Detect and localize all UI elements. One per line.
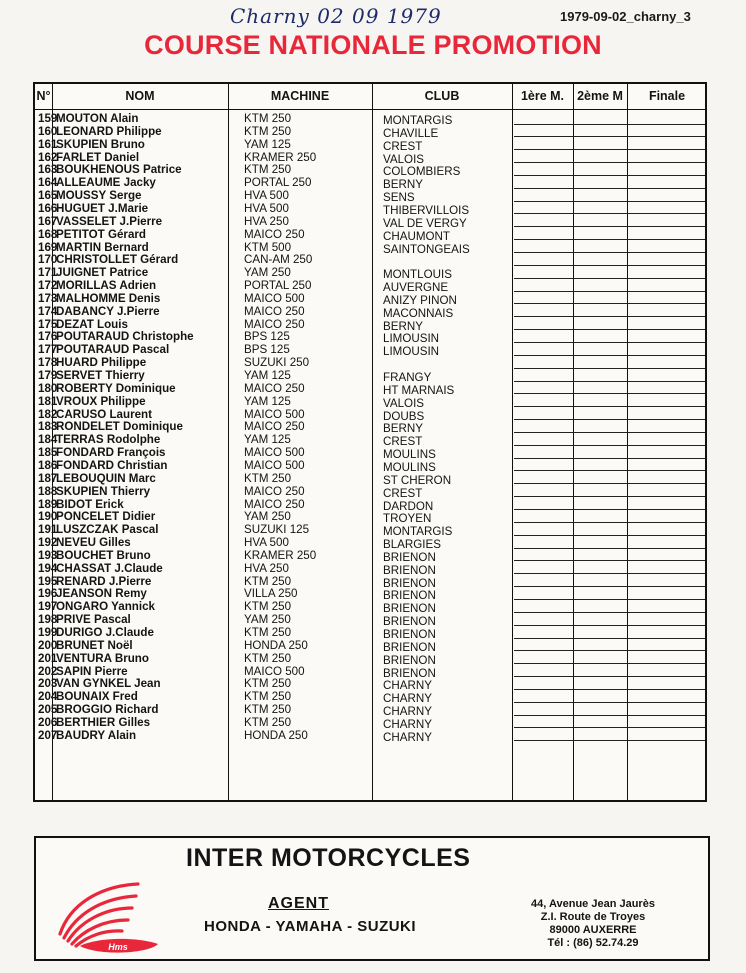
rider-name: BIDOT Erick	[56, 497, 124, 511]
result-line	[514, 124, 705, 125]
rider-club: ANIZY PINON	[383, 293, 457, 307]
result-line	[514, 535, 705, 536]
rider-number: 167	[38, 214, 58, 228]
rider-club: CHARNY	[383, 705, 432, 719]
rider-name: ALLEAUME Jacky	[56, 176, 156, 190]
rider-club: THIBERVILLOIS	[383, 203, 470, 217]
rider-machine: HVA 500	[244, 201, 289, 215]
rider-club: BERNY	[383, 319, 423, 333]
result-line	[514, 638, 705, 639]
rider-machine: KTM 250	[244, 112, 292, 125]
rider-name: ROBERTY Dominique	[56, 381, 176, 395]
rider-machine: HVA 500	[244, 536, 289, 550]
brand-list: HONDA - YAMAHA - SUZUKI	[204, 918, 417, 935]
rider-club: LIMOUSIN	[383, 332, 440, 346]
rider-machine: KRAMER 250	[244, 150, 317, 164]
rider-name: CHASSAT J.Claude	[56, 561, 163, 575]
result-line	[514, 265, 705, 266]
rider-name: FARLET Daniel	[56, 150, 140, 164]
rider-name: CHRISTOLLET Gérard	[56, 253, 179, 267]
rider-club: CREST	[383, 139, 423, 153]
result-line	[514, 599, 705, 600]
rider-number: 178	[38, 356, 58, 370]
rider-machine: MAICO 500	[244, 407, 305, 421]
rider-machine: MAICO 250	[244, 484, 305, 498]
rider-machine: MAICO 250	[244, 497, 305, 511]
rider-name: VROUX Philippe	[56, 394, 146, 408]
rider-number: 205	[38, 703, 58, 717]
rider-number: 188	[38, 484, 58, 498]
rider-club: SAINTONGEAIS	[383, 242, 470, 256]
rider-name: SERVET Thierry	[56, 369, 145, 382]
rider-number: 187	[38, 471, 58, 485]
rider-club: BRIENON	[383, 666, 436, 680]
rider-number: 199	[38, 626, 58, 639]
rider-number: 200	[38, 638, 58, 652]
rider-number: 192	[38, 536, 58, 550]
rider-club: COLOMBIERS	[383, 165, 461, 179]
rider-number: 173	[38, 291, 58, 305]
result-line	[514, 226, 705, 227]
rider-number: 190	[38, 510, 58, 524]
rider-name: SKUPIEN Thierry	[56, 484, 151, 498]
rider-name: VENTURA Bruno	[56, 651, 149, 665]
result-line	[514, 445, 705, 446]
rider-name: JUIGNET Patrice	[56, 266, 149, 280]
result-line	[514, 149, 705, 150]
rider-name: BRUNET Noël	[56, 638, 133, 652]
rider-machine: MAICO 500	[244, 446, 305, 460]
result-line	[514, 175, 705, 176]
rider-name: BOUKHENOUS Patrice	[56, 163, 182, 177]
rider-machine: KTM 500	[244, 240, 292, 254]
rider-club: MONTARGIS	[383, 525, 453, 539]
result-line	[514, 303, 705, 304]
result-line	[514, 278, 705, 279]
result-line	[514, 239, 705, 240]
rider-name: JEANSON Remy	[56, 587, 147, 601]
rider-machine: KTM 250	[244, 471, 292, 485]
results-table	[33, 82, 707, 802]
result-line	[514, 419, 705, 420]
rider-machine: HONDA 250	[244, 638, 308, 652]
rider-name: SKUPIEN Bruno	[56, 137, 145, 151]
rider-machine: KTM 250	[244, 163, 292, 177]
rider-club: LIMOUSIN	[383, 345, 440, 359]
rider-machine: HVA 250	[244, 214, 289, 228]
result-line	[514, 162, 705, 163]
rider-name: SAPIN Pierre	[56, 664, 128, 678]
rider-club: VALOIS	[383, 396, 425, 410]
rider-machine: YAM 125	[244, 394, 291, 408]
rider-machine: VILLA 250	[244, 587, 298, 601]
rider-name: MORILLAS Adrien	[56, 279, 157, 293]
rider-club: CHAVILLE	[383, 126, 439, 140]
rider-number: 197	[38, 600, 58, 614]
rider-number: 183	[38, 420, 58, 434]
result-line	[514, 548, 705, 549]
rider-machine: MAICO 250	[244, 381, 305, 395]
result-line	[514, 522, 705, 523]
rider-number: 163	[38, 163, 58, 177]
header-num: N°	[36, 89, 51, 103]
rider-name: MALHOMME Denis	[56, 291, 161, 305]
agent-label: AGENT	[268, 895, 329, 912]
rider-club: BRIENON	[383, 602, 436, 616]
header-final: Finale	[648, 89, 686, 103]
address-line: 89000 AUXERRE	[549, 924, 637, 936]
header-first-heat: 1ère M.	[520, 89, 565, 103]
rider-number: 207	[38, 728, 58, 742]
rider-machine: MAICO 500	[244, 664, 305, 678]
rider-name: PONCELET Didier	[56, 510, 156, 524]
rider-name: MOUSSY Serge	[56, 189, 142, 203]
rider-club: AUVERGNE	[383, 281, 449, 295]
result-line	[514, 368, 705, 369]
dealer-address	[498, 898, 688, 950]
rider-number: 179	[38, 369, 58, 382]
rider-club: MOULINS	[383, 460, 436, 474]
rider-machine: KTM 250	[244, 124, 292, 138]
rider-number: 177	[38, 343, 58, 357]
rider-number: 176	[38, 330, 58, 344]
rider-machine: MAICO 250	[244, 420, 305, 434]
result-line	[514, 201, 705, 202]
rider-number: 181	[38, 394, 58, 408]
rider-club: CHARNY	[383, 717, 432, 731]
rider-name: BAUDRY Alain	[56, 728, 137, 742]
rider-number: 191	[38, 523, 58, 537]
result-line	[514, 650, 705, 651]
result-line	[514, 676, 705, 677]
logo-text: Hms	[108, 942, 128, 952]
rider-name: ONGARO Yannick	[56, 600, 156, 614]
rider-club: CHARNY	[383, 730, 432, 744]
result-line	[514, 702, 705, 703]
rider-club: CHARNY	[383, 692, 432, 706]
rider-name: VASSELET J.Pierre	[56, 214, 163, 228]
result-line	[514, 252, 705, 253]
rider-name: LEBOUQUIN Marc	[56, 471, 156, 485]
column-divider	[627, 84, 628, 800]
rider-number: 202	[38, 664, 58, 678]
rider-machine: CAN-AM 250	[244, 253, 313, 267]
rider-number: 184	[38, 433, 58, 447]
rider-name: MARTIN Bernard	[56, 240, 149, 254]
rider-machine: YAM 250	[244, 613, 291, 627]
header-divider	[35, 109, 705, 110]
result-line	[514, 342, 705, 343]
rider-club: BRIENON	[383, 576, 436, 590]
rider-number: 185	[38, 446, 58, 460]
rider-club: FRANGY	[383, 371, 432, 384]
rider-club: BERNY	[383, 422, 423, 436]
rider-number: 170	[38, 253, 58, 267]
rider-name: DABANCY J.Pierre	[56, 304, 160, 318]
column-divider	[512, 84, 513, 800]
rider-number: 189	[38, 497, 58, 511]
rider-machine: MAICO 250	[244, 304, 305, 318]
result-line	[514, 470, 705, 471]
rider-club: MONTARGIS	[383, 114, 453, 127]
header-second-heat: 2ème M	[577, 89, 623, 103]
result-line	[514, 612, 705, 613]
result-line	[514, 727, 705, 728]
rider-machine: KTM 250	[244, 677, 292, 691]
handwritten-note: Charny 02 09 1979	[230, 4, 442, 28]
address-line: 44, Avenue Jean Jaurès	[531, 898, 655, 910]
rider-number: 194	[38, 561, 58, 575]
rider-machine: BPS 125	[244, 343, 290, 357]
rider-name: HUARD Philippe	[56, 356, 147, 370]
rider-number: 175	[38, 317, 58, 331]
result-line	[514, 740, 705, 741]
rider-number: 206	[38, 715, 58, 729]
rider-machine: HVA 250	[244, 561, 289, 575]
rider-name: NEVEU Gilles	[56, 536, 131, 550]
rider-name: POUTARAUD Christophe	[56, 330, 194, 344]
rider-number: 195	[38, 574, 58, 588]
header-nom: NOM	[125, 89, 155, 103]
rider-number: 203	[38, 677, 58, 691]
rider-name: FONDARD Christian	[56, 458, 168, 472]
rider-club: BRIENON	[383, 628, 436, 641]
rider-machine: MAICO 500	[244, 291, 305, 305]
result-line	[514, 663, 705, 664]
rider-name: RENARD J.Pierre	[56, 574, 152, 588]
rider-number: 196	[38, 587, 58, 601]
result-line	[514, 715, 705, 716]
result-line	[514, 509, 705, 510]
header-club: CLUB	[424, 89, 460, 103]
rider-club: CREST	[383, 435, 423, 449]
rider-club: BLARGIES	[383, 538, 441, 552]
rider-machine: BPS 125	[244, 330, 290, 344]
rider-club: MONTLOUIS	[383, 268, 452, 282]
result-line	[514, 560, 705, 561]
rider-machine: YAM 125	[244, 369, 291, 382]
result-line	[514, 496, 705, 497]
rider-name: RONDELET Dominique	[56, 420, 183, 434]
rider-name: PETITOT Gérard	[56, 227, 146, 241]
rider-machine: YAM 125	[244, 137, 291, 151]
rider-name: BOUNAIX Fred	[56, 690, 138, 704]
rider-machine: KTM 250	[244, 703, 292, 717]
rider-name: CARUSO Laurent	[56, 407, 152, 421]
rider-machine: HVA 500	[244, 189, 289, 203]
rider-name: POUTARAUD Pascal	[56, 343, 170, 357]
rider-number: 161	[38, 137, 58, 151]
rider-machine: HONDA 250	[244, 728, 308, 742]
result-line	[514, 586, 705, 587]
rider-machine: PORTAL 250	[244, 279, 312, 293]
result-line	[514, 355, 705, 356]
rider-number: 164	[38, 176, 58, 190]
rider-club: DOUBS	[383, 409, 425, 423]
rider-name: PRIVE Pascal	[56, 613, 131, 627]
rider-name: LUSZCZAK Pascal	[56, 523, 159, 537]
rider-number: 160	[38, 124, 58, 138]
rider-club: VALOIS	[383, 152, 425, 166]
rider-club: CHARNY	[383, 679, 432, 693]
rider-name: BROGGIO Richard	[56, 703, 159, 717]
result-line	[514, 689, 705, 690]
result-line	[514, 432, 705, 433]
rider-machine: SUZUKI 125	[244, 523, 310, 537]
rider-machine: KRAMER 250	[244, 548, 317, 562]
header-machine: MACHINE	[270, 89, 330, 103]
result-line	[514, 188, 705, 189]
rider-club: DARDON	[383, 499, 434, 513]
rider-club: TROYEN	[383, 512, 432, 526]
rider-machine: KTM 250	[244, 690, 292, 704]
rider-machine: YAM 250	[244, 510, 291, 524]
rider-number: 201	[38, 651, 58, 665]
rider-club: BRIENON	[383, 589, 436, 603]
rider-machine: KTM 250	[244, 574, 292, 588]
page-title: COURSE NATIONALE PROMOTION	[144, 30, 602, 60]
result-line	[514, 329, 705, 330]
result-line	[514, 458, 705, 459]
rider-club: SENS	[383, 191, 415, 205]
rider-number: 169	[38, 240, 58, 254]
rider-machine: MAICO 250	[244, 317, 305, 331]
rider-number: 198	[38, 613, 58, 627]
rider-number: 162	[38, 150, 58, 164]
result-line	[514, 625, 705, 626]
rider-club: BRIENON	[383, 550, 436, 564]
column-divider	[228, 84, 229, 800]
address-line: Z.I. Route de Troyes	[540, 911, 646, 923]
result-line	[514, 483, 705, 484]
rider-club: CHAUMONT	[383, 229, 450, 243]
dealer-name: INTER MOTORCYCLES	[186, 844, 471, 872]
result-line	[514, 573, 705, 574]
rider-club: HT MARNAIS	[383, 383, 455, 397]
column-divider	[573, 84, 574, 800]
result-line	[514, 381, 705, 382]
column-divider	[372, 84, 373, 800]
rider-club: BRIENON	[383, 615, 436, 629]
rider-name: DEZAT Louis	[56, 317, 128, 331]
rider-number: 174	[38, 304, 58, 318]
rider-number: 165	[38, 189, 58, 203]
rider-name: DURIGO J.Claude	[56, 626, 154, 639]
rider-name: TERRAS Rodolphe	[56, 433, 161, 447]
rider-club: VAL DE VERGY	[383, 216, 467, 230]
rider-number: 182	[38, 407, 58, 421]
rider-machine: KTM 250	[244, 651, 292, 665]
wing-logo-icon	[50, 874, 170, 958]
rider-club: CREST	[383, 486, 423, 500]
rider-number: 171	[38, 266, 58, 280]
rider-name: MOUTON Alain	[56, 112, 139, 125]
rider-number: 172	[38, 279, 58, 293]
rider-club: BRIENON	[383, 563, 436, 577]
rider-number: 159	[38, 112, 58, 125]
rider-club: BRIENON	[383, 640, 436, 654]
rider-machine: PORTAL 250	[244, 176, 312, 190]
rider-machine: KTM 250	[244, 626, 292, 639]
rider-club: MACONNAIS	[383, 306, 454, 320]
rider-name: LEONARD Philippe	[56, 124, 162, 138]
rider-machine: KTM 250	[244, 600, 292, 614]
rider-number: 193	[38, 548, 58, 562]
rider-machine: YAM 250	[244, 266, 291, 280]
rider-machine: YAM 125	[244, 433, 291, 447]
rider-name: VAN GYNKEL Jean	[56, 677, 161, 691]
result-line	[514, 316, 705, 317]
rider-club: BERNY	[383, 178, 423, 192]
result-line	[514, 136, 705, 137]
rider-number: 204	[38, 690, 58, 704]
rider-number: 166	[38, 201, 58, 215]
rider-name: BERTHIER Gilles	[56, 715, 151, 729]
rider-name: BOUCHET Bruno	[56, 548, 151, 562]
rider-club: BRIENON	[383, 653, 436, 667]
result-line	[514, 393, 705, 394]
rider-number: 180	[38, 381, 58, 395]
result-line	[514, 213, 705, 214]
rider-name: FONDARD François	[56, 446, 166, 460]
rider-number: 186	[38, 458, 58, 472]
rider-club: ST CHERON	[383, 473, 452, 487]
advertisement	[34, 836, 710, 961]
address-line: Tél : (86) 52.74.29	[547, 937, 639, 949]
rider-machine: KTM 250	[244, 715, 292, 729]
rider-name: HUGUET J.Marie	[56, 201, 149, 215]
document-reference: 1979-09-02_charny_3	[560, 9, 691, 24]
rider-machine: MAICO 500	[244, 458, 305, 472]
rider-number: 168	[38, 227, 58, 241]
rider-club: MOULINS	[383, 448, 436, 462]
rider-machine: SUZUKI 250	[244, 356, 310, 370]
rider-machine: MAICO 250	[244, 227, 305, 241]
result-line	[514, 291, 705, 292]
result-line	[514, 406, 705, 407]
